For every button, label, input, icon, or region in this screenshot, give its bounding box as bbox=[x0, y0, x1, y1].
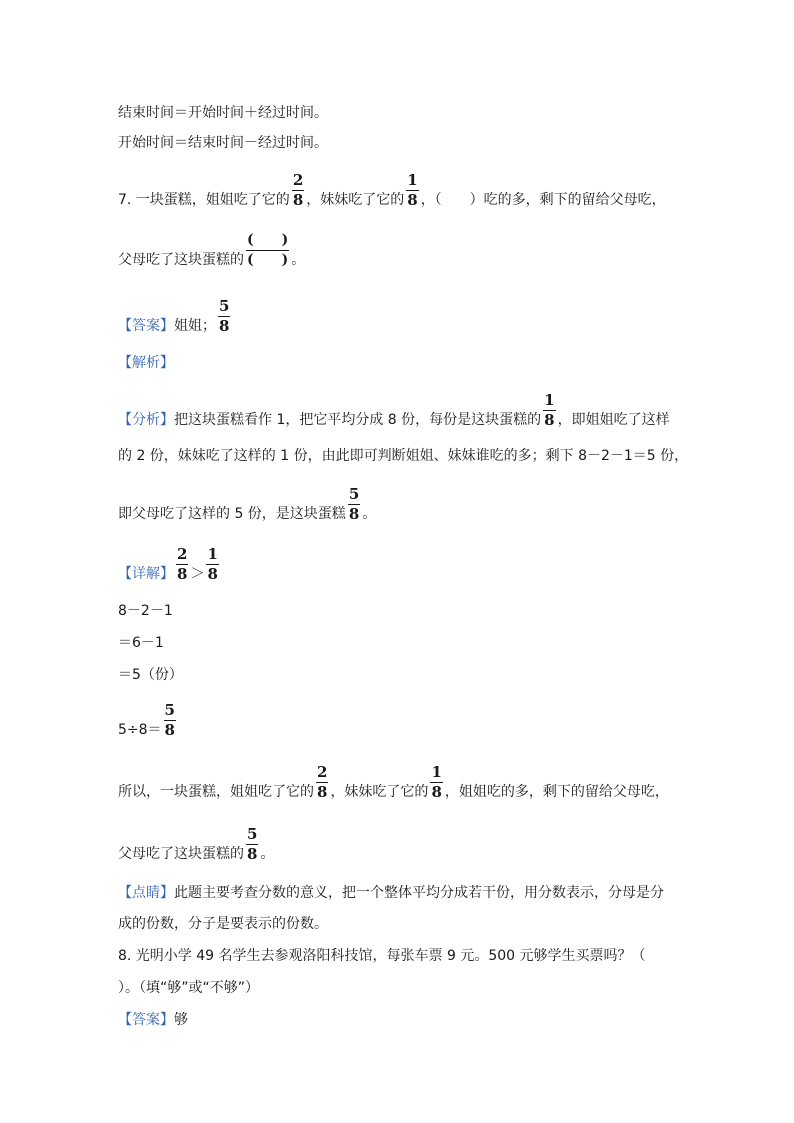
rule-end-time: 结束时间＝开始时间＋经过时间。 bbox=[118, 105, 328, 121]
fraction: $\frac{2}{8}$ bbox=[292, 171, 304, 209]
fraction: $\frac{5}{8}$ bbox=[219, 297, 230, 335]
fenxi-text: ，即姐姐吃了这样 bbox=[557, 412, 670, 428]
fraction: $\frac{5}{8}$ bbox=[348, 485, 360, 523]
answer-tag: 【答案】 bbox=[118, 1012, 174, 1028]
q7-conclusion-line2 bbox=[118, 826, 274, 863]
fraction: $\frac{1}{8}$ bbox=[207, 545, 218, 583]
conclusion-text: ，妹妹吃了它的 bbox=[330, 784, 429, 800]
answer-text: 姐姐； bbox=[174, 318, 216, 334]
conclusion-text: ，姐姐吃的多，剩下的留给父母吃， bbox=[444, 784, 669, 800]
detail-tag: 【详解】 bbox=[118, 566, 174, 582]
q7-text-a: 7. 一块蛋糕，姐姐吃了它的 bbox=[118, 192, 290, 208]
q8-stem-line2: ）。（填“够”或“不够”） bbox=[118, 980, 260, 996]
q7-fenxi-line2: 的 2 份，妹妹吃了这样的 1 份，由此即可判断姐姐、妹妹谁吃的多；剩下 8－2－1＝5 份， bbox=[118, 448, 689, 464]
q7-conclusion-line1 bbox=[118, 764, 669, 801]
q8-stem-line1: 8. 光明小学 49 名学生去参观洛阳科技馆，每张车票 9 元。500 元够学生买票吗？（ bbox=[118, 948, 646, 964]
point-text: 此题主要考查分数的意义，把一个整体平均分成若干份，用分数表示，分母是分 bbox=[174, 885, 664, 901]
q7-stem-line2 bbox=[118, 232, 305, 269]
calc-text: 5÷8＝ bbox=[118, 722, 162, 738]
fraction: $\frac{1}{8}$ bbox=[431, 763, 442, 801]
fraction: $\frac{1}{8}$ bbox=[407, 171, 418, 209]
period: 。 bbox=[291, 252, 306, 268]
conclusion-text: 所以，一块蛋糕，姐姐吃了它的 bbox=[118, 784, 314, 800]
fraction: $\frac{2}{8}$ bbox=[317, 763, 328, 801]
q7-line2-text: 父母吃了这块蛋糕的 bbox=[118, 252, 244, 268]
fraction: $\frac{5}{8}$ bbox=[164, 701, 175, 739]
fraction: $\frac{2}{8}$ bbox=[177, 545, 188, 583]
point-tag: 【点睛】 bbox=[118, 885, 174, 901]
calc-step-4 bbox=[118, 702, 178, 739]
analysis-tag: 【解析】 bbox=[118, 355, 174, 371]
fenxi-text: 即父母吃了这样的 5 份，是这块蛋糕 bbox=[118, 506, 346, 522]
calc-step-1: 8－2－1 bbox=[118, 603, 173, 619]
q7-fenxi-line1 bbox=[118, 392, 670, 429]
q7-point-line2: 成的份数，分子是要表示的份数。 bbox=[118, 916, 328, 932]
greater-than: ＞ bbox=[190, 566, 205, 582]
blank-fraction: $\frac{( )}{( )}$ bbox=[247, 232, 289, 268]
calc-step-3: ＝5（份） bbox=[118, 667, 183, 683]
conclusion-text: 父母吃了这块蛋糕的 bbox=[118, 846, 244, 862]
period: 。 bbox=[260, 846, 275, 862]
q7-text-b: ，妹妹吃了它的 bbox=[306, 192, 405, 208]
fraction: $\frac{1}{8}$ bbox=[544, 391, 555, 429]
q7-point-line1 bbox=[118, 884, 664, 902]
period: 。 bbox=[362, 506, 377, 522]
rule-start-time: 开始时间＝结束时间－经过时间。 bbox=[118, 135, 328, 151]
q7-detail bbox=[118, 546, 221, 583]
calc-step-2: ＝6－1 bbox=[118, 635, 164, 651]
answer-tag: 【答案】 bbox=[118, 318, 174, 334]
q8-answer bbox=[118, 1011, 188, 1029]
fenxi-tag: 【分析】 bbox=[118, 412, 174, 428]
fenxi-text: 把这块蛋糕看作 1，把它平均分成 8 份，每份是这块蛋糕的 bbox=[174, 412, 542, 428]
q7-answer bbox=[118, 298, 232, 335]
fraction: $\frac{5}{8}$ bbox=[247, 825, 258, 863]
q7-text-c: ，（ ）吃的多，剩下的留给父母吃， bbox=[420, 192, 666, 208]
answer-text: 够 bbox=[174, 1012, 188, 1028]
q7-fenxi-line3 bbox=[118, 486, 376, 523]
q7-stem-line1 bbox=[118, 172, 666, 209]
